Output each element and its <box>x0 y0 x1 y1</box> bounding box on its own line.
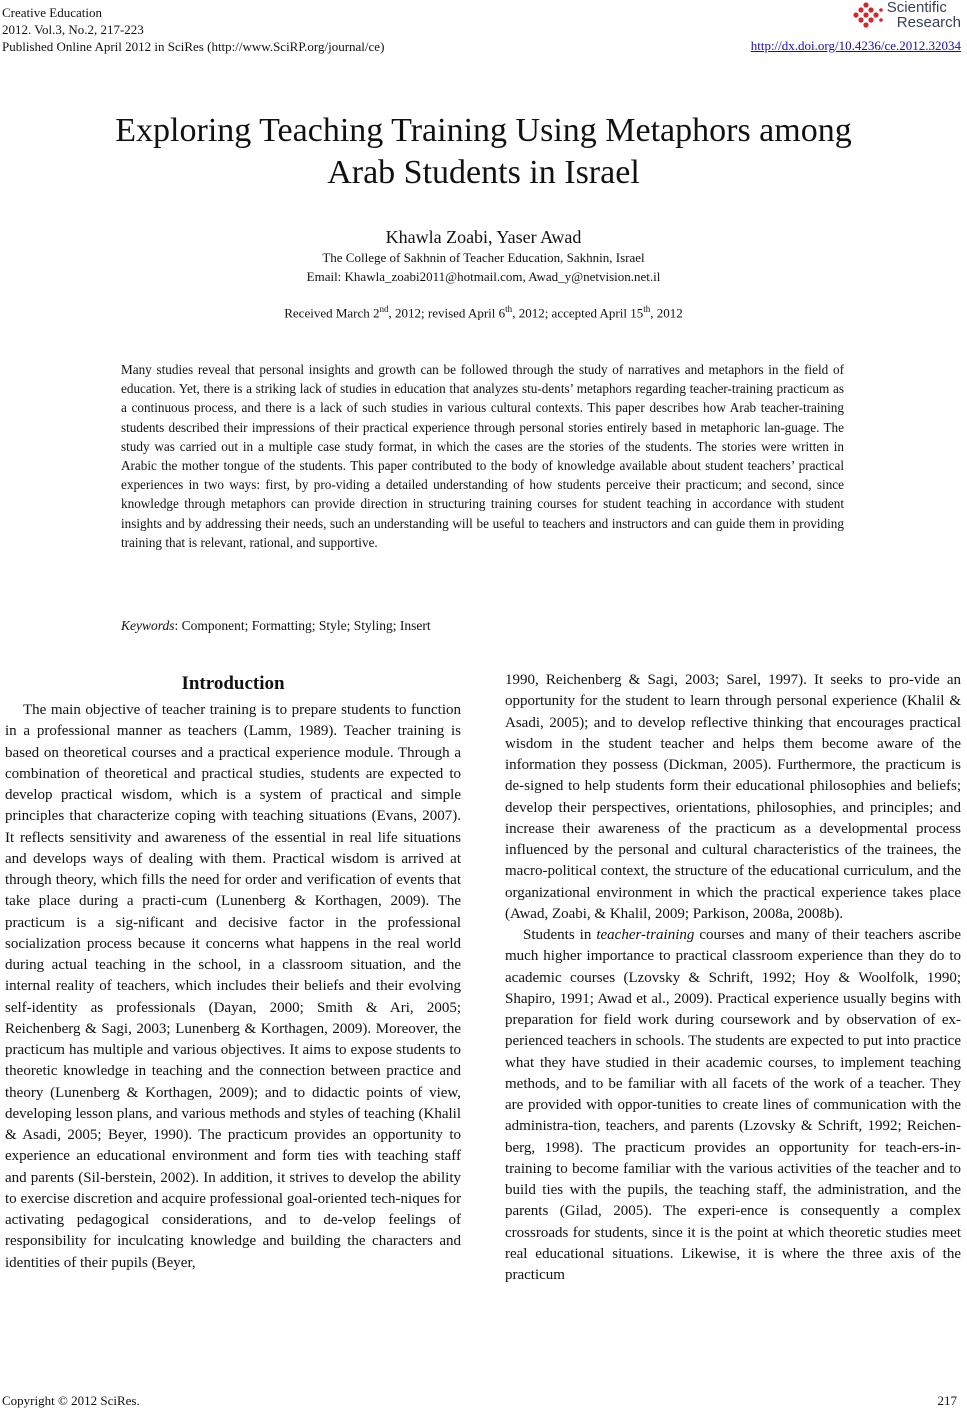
author-email: Email: Khawla_zoabi2011@hotmail.com, Awad_y@netvision.net.il <box>306 269 661 284</box>
accepted-sup: th <box>643 304 651 314</box>
paper-title <box>0 110 967 194</box>
doi-link[interactable]: http://dx.doi.org/10.4236/ce.2012.32034 <box>750 38 961 53</box>
journal-name: Creative Education <box>2 5 102 20</box>
year-text: , 2012 <box>650 305 683 321</box>
abstract: Many studies reveal that personal insights and growth can be followed through the study of narratives and metaphors in the field of education. Yet, there is a striking lack of studies in education that analyzes stu-dents’ metaphors regarding teacher-training practicum as a continuous process, and there is a lack of such studies in various cultural contexts. This paper describes how Arab teacher-training students described their impressions of their practical experience through personal stories entirely based in metaphoric lan-guage. The study was carried out in a multiple case study format, in which the cases are the stories of the students. The stories were written in Arabic the mother tongue of the students. This paper contributed to the body of knowledge available about student teachers’ practical experiences in two ways: first, by pro-viding a detailed understanding of how students perceive their practicum; and second, since knowledge through metaphors can provide direction in structuring training courses for student teaching in accordance with student insights and by addressing their needs, such an understanding will be useful to teachers and instructors and can guide them in providing training that is relevant, rational, and supportive. <box>121 362 844 550</box>
title-line-2: Arab Students in Israel <box>327 154 640 191</box>
keywords-label: Keywords <box>121 618 175 633</box>
received-text: Received March 2 <box>284 305 380 321</box>
para2-start: Students in <box>523 927 597 943</box>
accepted-text: , 2012; accepted April 15 <box>512 305 644 321</box>
logo-line-1: Scientific <box>886 0 947 16</box>
keywords <box>121 618 431 634</box>
keywords-list: : Component; Formatting; Style; Styling; Insert <box>174 618 431 633</box>
received-sup: nd <box>379 304 389 314</box>
logo-line-2: Research <box>896 14 961 31</box>
para2-emphasis: teacher-training <box>596 927 695 943</box>
intro-paragraph-2 <box>505 925 961 1286</box>
revised-sup: th <box>505 304 513 314</box>
para2-rest: courses and many of their teachers ascribe much higher importance to practical classroom experience than they do to academic courses (Lzovsky & Schrift, 1992; Hoy & Woolfolk, 1990; Shapiro, 1991; Awad et al., 2009). Practical experience usually begins with preparation for field work during coursework and by observation of ex-perienced teachers in schools. The students are expected to put into practice what they have studied in their academic courses, to implement teaching methods, and to be familiar with all facets of the work of a teacher. They are provided with oppor-tunities to create lines of communication with the administra-tion, teachers, and parents (Lzovsky & Schrift, 1992; Reichen-berg, 1998). The practicum provides an opportunity for teach-ers-in-training to become familiar with the various activities of the teacher and to build ties with the pupils, the teaching staff, the administration, and the parents (Gilad, 2005). The experi-ence is consequently a complex crossroads for students, since it is the point at which theoretic studies meet real educational situations. Likewise, it is where the three axis of the practicum <box>505 927 961 1283</box>
scirp-logo <box>850 0 961 30</box>
intro-paragraph-1-cont: 1990, Reichenberg & Sagi, 2003; Sarel, 1997). It seeks to pro-vide an opportunity for the student to learn through personal experience (Khalil & Asadi, 2005); and to develop reflective thinking that encourages practical wisdom in the student teacher and helps them become aware of the information they possess (Dickman, 2005). Furthermore, the practicum is de-signed to help students form their educational philosophies and beliefs; develop their perspectives, orientations, philosophies, and principles; and increase their awareness of the practicum as a developmental process influenced by the personal and cultural characteristics of the trainees, the macro-political context, the structure of the educational curriculum, and the organizational environment in which the practical experience takes place (Awad, Zoabi, & Khalil, 2009; Parkison, 2008a, 2008b). <box>505 672 961 922</box>
authors: Khawla Zoabi, Yaser Awad <box>385 227 582 247</box>
intro-paragraph-1: The main objective of teacher training is to prepare students to function in a professional manner as teachers (Lamm, 1989). Teacher training is based on theoretical courses and a practical experience module. Through a combination of theoretical and practical studies, students are expected to develop practical wisdom, which is a system of practical and simple principles that characterize coping with teaching situations (Evans, 2007). It reflects sensitivity and awareness of the essential in real life situations and develops ways of dealing with them. Practical wisdom is arrived at through theory, which fills the need for order and verification of events that take place during a practi-cum (Lunenberg & Korthagen, 2009). The practicum is a sig-nificant and decisive factor in the professional socialization process because it concerns what happens in the real world during actual teaching in the school, in a classroom situation, and the internal reality of teachers, which includes their beliefs and their evolving self-identity as professionals (Dayan, 2000; Smith & Ari, 2005; Reichenberg & Sagi, 2003; Lunenberg & Korthagen, 2009). Moreover, the practicum has multiple and various objectives. It aims to expose students to theoretic knowledge in teaching and the connection between practice and theory (Lunenberg & Korthagen, 2009); and to didactic points of view, developing lesson plans, and various methods and styles of teaching (Khalil & Asadi, 2005; Beyer, 1990). The practicum provides an opportunity to experience an educational environment and form ties with teaching staff and parents (Sil-berstein, 2002). In addition, it strives to develop the ability to exercise discretion and acquire professional goal-oriented tech-niques for activating pedagogical considerations, and to de-velop feelings of responsibility for inculcating knowledge and building the characters and identities of their pupils (Beyer, <box>5 702 461 1271</box>
revised-text: , 2012; revised April 6 <box>388 305 506 321</box>
right-column <box>505 670 961 1286</box>
journal-published: Published Online April 2012 in SciRes (http://www.SciRP.org/journal/ce) <box>2 39 385 54</box>
copyright: Copyright © 2012 SciRes. <box>2 1393 140 1408</box>
left-column <box>5 672 461 1274</box>
journal-volume: 2012. Vol.3, No.2, 217-223 <box>2 22 144 37</box>
journal-header <box>2 4 384 55</box>
title-line-1: Exploring Teaching Training Using Metaphors among <box>115 112 852 149</box>
intro-heading: Introduction <box>181 673 285 694</box>
received-dates <box>0 304 967 321</box>
page-number: 217 <box>937 1393 957 1408</box>
scientific-research-logo-icon <box>850 1 884 29</box>
affiliation: The College of Sakhnin of Teacher Education, Sakhnin, Israel <box>322 250 645 265</box>
